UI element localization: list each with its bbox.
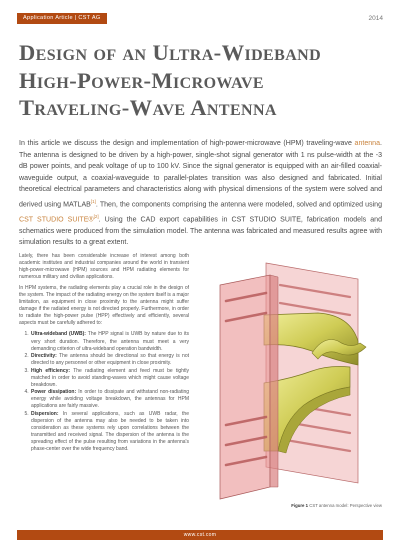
antenna-model-figure xyxy=(200,255,382,503)
list-item-text: In several applications, such as UWB radar, the dispersion of the antenna may also be needed to be taken into consideration as these systems rely upon correlations between the transmitted and received signal. The dispersion of the antenna is the spreading effect of the pulse resulting from variations in the antenna's phase-center over the wide frequency band. xyxy=(31,410,189,453)
list-item xyxy=(30,331,189,352)
footer-url[interactable]: www.cst.com xyxy=(183,532,217,538)
list-item-text: In order to dissipate and withstand non-radiating energy while avoiding voltage breakdown, the antennas for HPM applications are fairly massive. xyxy=(31,389,190,410)
list-item-term: Dispersion: xyxy=(31,410,59,417)
list-item xyxy=(30,353,189,367)
list-item-term: Power dissipation: xyxy=(31,389,77,396)
figure-caption xyxy=(200,503,382,508)
cst-studio-suite-link[interactable]: CST STUDIO SUITE® xyxy=(19,216,94,224)
intro-text-3: . Then, the components comprising the antenna were modeled, solved and optimized using xyxy=(95,201,382,209)
reference-2[interactable]: [2] xyxy=(93,213,99,219)
requirements-list xyxy=(19,331,189,453)
article-category-tag: Application Article | CST AG xyxy=(17,13,107,24)
header-bar xyxy=(17,13,383,24)
reference-1[interactable]: [1] xyxy=(90,198,96,204)
list-item xyxy=(30,389,189,410)
body-paragraph-2: In HPM systems, the radiating elements play a crucial role in the design of the system. The impact of the radiating energy on the system itself is a major limitation, as equipment in close proximity to the antenna might suffer damage if the radiated energy is not directed properly. Furthermore, in order to radiate the high-power pulse (HPP) effectively and efficiently, several aspects must be carefully adhered to: xyxy=(19,285,189,327)
list-item-text: The radiating element and feed must be tightly matched in order to avoid standing-waves which might cause voltage breakdown. xyxy=(31,367,189,388)
title-line-2: High-Power-Microwave xyxy=(19,67,264,93)
figure-caption-text: CST antenna model: Perspective view xyxy=(309,503,382,508)
intro-text-4: . Using the CAD export capabilities in CST STUDIO SUITE, fabrication models and schematics were produced from the simulation model. The antenna was fabricated and measured results agree with simulation results to a great extent. xyxy=(19,216,382,247)
title-line-1: Design of an Ultra-Wideband xyxy=(19,40,322,65)
list-item xyxy=(30,368,189,389)
footer-bar xyxy=(17,530,383,540)
title-line-3: Traveling-Wave Antenna xyxy=(19,95,277,120)
list-item-text: The HPP signal is UWB by nature due to its very short duration. Therefore, the antenna must meet a very demanding criterion of ultra-wideband operation bandwidth. xyxy=(31,331,189,352)
article-title xyxy=(19,39,384,122)
list-item-term: Ultra-wideband (UWB): xyxy=(31,331,86,338)
body-column xyxy=(19,253,189,454)
figure-label: Figure 1 xyxy=(291,503,309,508)
publication-year: 2014 xyxy=(368,15,383,22)
list-item xyxy=(30,411,189,453)
body-paragraph-1: Lately, there has been considerable increase of interest among both academic institutes and industrial companies around the world in transient high-power-microwave (HPM) sources and HPM radiating elements for numerous military and civilian applications. xyxy=(19,253,189,281)
intro-text-1: In this article we discuss the design and implementation of high-power-microwave (HPM) traveling-wave xyxy=(19,140,355,147)
list-item-text: The antenna should be directional so that energy is not directed to any personnel or other equipment in close proximity. xyxy=(31,353,189,367)
intro-text-2: . The antenna is designed to be driven by a high-power, single-shot signal generator with 1 ns pulse-width at the -3 dB power points, and peak voltage of up to 100 kV. Since the signal generator is equipped with an air-filled coaxial-waveguide output, a coaxial-waveguide to parallel-plates transition was also designed and fabricated. Initial theoretical electrical parameters and characteristics along with physical dimensions of the system were solved and derived using MATLAB xyxy=(19,140,382,209)
list-item-term: Directivity: xyxy=(31,353,57,360)
list-item-term: High efficiency: xyxy=(31,367,71,374)
antenna-link[interactable]: antenna xyxy=(354,140,381,147)
intro-paragraph xyxy=(19,138,382,249)
